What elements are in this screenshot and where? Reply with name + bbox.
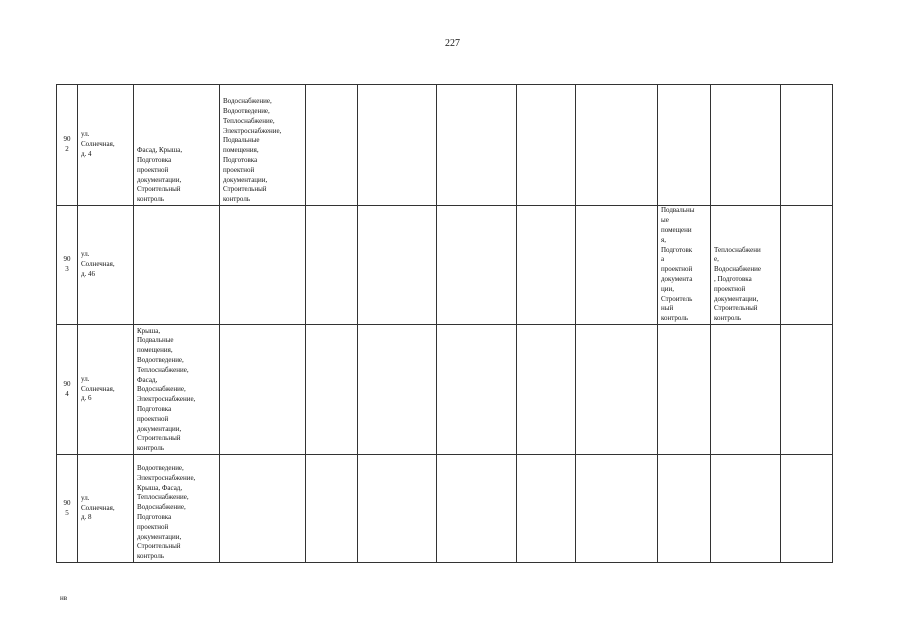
works-cell-9: Подвальны ые помещени я, Подготовк а проектной документа ции, Строитель ный контроль xyxy=(658,206,711,325)
empty-cell xyxy=(306,85,358,206)
empty-cell xyxy=(517,85,576,206)
empty-cell xyxy=(437,455,517,563)
empty-cell xyxy=(358,455,437,563)
empty-cell xyxy=(576,206,658,325)
works-cell-10 xyxy=(711,85,781,206)
empty-cell xyxy=(437,206,517,325)
empty-cell xyxy=(517,325,576,455)
empty-cell xyxy=(781,325,833,455)
row-number-cell: 90 5 xyxy=(57,455,78,563)
works-cell-2 xyxy=(220,455,306,563)
empty-cell xyxy=(781,206,833,325)
address-cell: ул. Солнечная, д. 6 xyxy=(78,325,134,455)
empty-cell xyxy=(437,325,517,455)
table-row xyxy=(57,455,833,563)
works-cell-10 xyxy=(711,325,781,455)
works-cell-10: Теплоснабжени е, Водоснабжение , Подготовка проектной документации, Строительный контроль xyxy=(711,206,781,325)
address-cell: ул. Солнечная, д. 8 xyxy=(78,455,134,563)
empty-cell xyxy=(576,455,658,563)
works-table xyxy=(56,84,833,563)
address-cell: ул. Солнечная, д. 4 xyxy=(78,85,134,206)
row-number-cell: 90 4 xyxy=(57,325,78,455)
works-cell: Крыша, Подвальные помещения, Водоотведение, Теплоснабжение, Фасад, Водоснабжение, Электроснабжение, Подготовка проектной документации, Строительный контроль xyxy=(134,325,220,455)
empty-cell xyxy=(306,206,358,325)
empty-cell xyxy=(781,85,833,206)
row-number-cell: 90 3 xyxy=(57,206,78,325)
works-cell: Водоотведение, Электроснабжение, Крыша, Фасад, Теплоснабжение, Водоснабжение, Подготовка проектной документации, Строительный контроль xyxy=(134,455,220,563)
address-cell: ул. Солнечная, д. 46 xyxy=(78,206,134,325)
works-cell-2: Водоснабжение, Водоотведение, Теплоснабжение, Электроснабжение, Подвальные помещения, Подготовка проектной документации, Строительный контроль xyxy=(220,85,306,206)
works-cell-9 xyxy=(658,455,711,563)
page-number: 227 xyxy=(445,38,460,49)
empty-cell xyxy=(306,455,358,563)
works-cell: Фасад, Крыша, Подготовка проектной документации, Строительный контроль xyxy=(134,85,220,206)
empty-cell xyxy=(437,85,517,206)
row-number-cell: 90 2 xyxy=(57,85,78,206)
empty-cell xyxy=(781,455,833,563)
works-cell-2 xyxy=(220,206,306,325)
empty-cell xyxy=(517,455,576,563)
works-cell-2 xyxy=(220,325,306,455)
empty-cell xyxy=(358,325,437,455)
table-row xyxy=(57,206,833,325)
empty-cell xyxy=(576,325,658,455)
empty-cell xyxy=(517,206,576,325)
table-row xyxy=(57,85,833,206)
works-cell-9 xyxy=(658,325,711,455)
works-cell-10 xyxy=(711,455,781,563)
table-row xyxy=(57,325,833,455)
empty-cell xyxy=(576,85,658,206)
works-cell xyxy=(134,206,220,325)
empty-cell xyxy=(358,206,437,325)
empty-cell xyxy=(306,325,358,455)
footer-mark: нв xyxy=(60,594,68,602)
empty-cell xyxy=(358,85,437,206)
works-cell-9 xyxy=(658,85,711,206)
